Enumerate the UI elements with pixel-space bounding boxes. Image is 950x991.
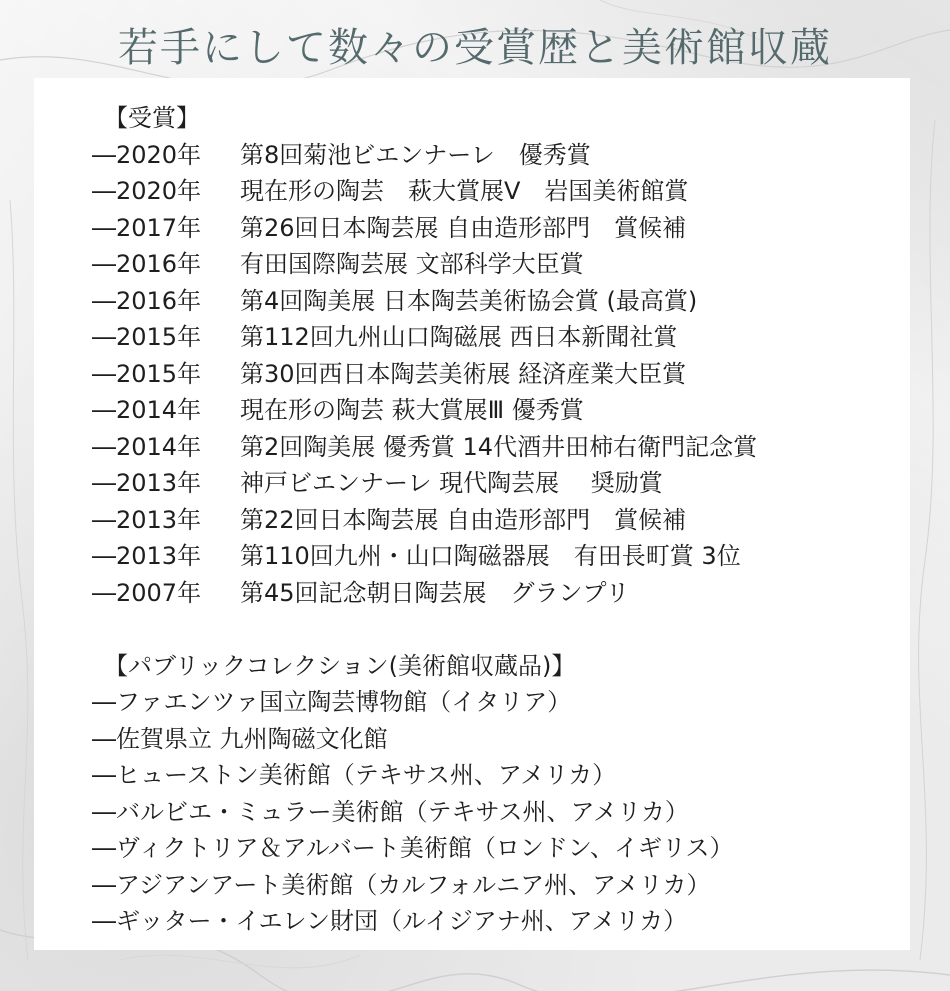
award-item — [92, 502, 902, 539]
award-year: 2013年 — [116, 542, 202, 570]
award-year: 2013年 — [116, 469, 202, 497]
award-text: 現在形の陶芸 萩大賞展Ⅴ 岩国美術館賞 — [240, 177, 689, 205]
award-year: 2020年 — [116, 177, 202, 205]
award-text: 現在形の陶芸 萩大賞展Ⅲ 優秀賞 — [240, 396, 584, 424]
collections-heading: 【パブリックコレクション(美術館収蔵品)】 — [104, 651, 576, 680]
list-dash: ― — [92, 761, 116, 789]
award-text: 第22回日本陶芸展 自由造形部門 賞候補 — [240, 505, 687, 534]
content-body — [92, 100, 902, 940]
collection-text: ヴィクトリア＆アルバート美術館（ロンドン、イギリス） — [116, 834, 734, 862]
list-dash: ― — [92, 396, 116, 424]
list-dash: ― — [92, 213, 116, 242]
award-year: 2017年 — [116, 213, 202, 242]
award-text: 第110回九州・山口陶磁器展 有田長町賞 3位 — [240, 542, 741, 570]
award-year: 2014年 — [116, 396, 202, 424]
collection-item — [92, 903, 902, 940]
collection-item — [92, 684, 902, 721]
collection-text: バルビエ・ミュラー美術館（テキサス州、アメリカ） — [116, 797, 689, 826]
list-dash: ― — [92, 578, 116, 607]
award-year: 2015年 — [116, 323, 202, 351]
list-dash: ― — [92, 140, 116, 169]
award-item — [92, 210, 902, 247]
award-year: 2016年 — [116, 286, 202, 315]
award-text: 第26回日本陶芸展 自由造形部門 賞候補 — [240, 213, 687, 242]
list-dash: ― — [92, 724, 116, 753]
award-item — [92, 429, 902, 466]
collection-item — [92, 757, 902, 794]
content-panel — [34, 78, 910, 950]
award-year: 2013年 — [116, 505, 202, 534]
collection-item — [92, 867, 902, 904]
list-dash: ― — [92, 432, 116, 461]
list-dash: ― — [92, 359, 116, 388]
list-dash: ― — [92, 907, 116, 935]
award-item — [92, 137, 902, 174]
award-text: 第4回陶美展 日本陶芸美術協会賞 (最高賞) — [240, 286, 698, 315]
collection-text: アジアンアート美術館（カルフォルニア州、アメリカ） — [116, 870, 711, 899]
collection-text: ファエンツァ国立陶芸博物館（イタリア） — [116, 688, 572, 716]
award-text: 神戸ビエンナーレ 現代陶芸展 奨励賞 — [240, 469, 663, 497]
award-text: 第8回菊池ビエンナーレ 優秀賞 — [240, 140, 591, 169]
award-item — [92, 319, 902, 356]
award-item — [92, 392, 902, 429]
award-text: 第2回陶美展 優秀賞 14代酒井田柿右衛門記念賞 — [240, 432, 758, 461]
award-year: 2016年 — [116, 250, 202, 278]
collection-item — [92, 794, 902, 831]
award-item — [92, 173, 902, 210]
award-text: 第112回九州山口陶磁展 西日本新聞社賞 — [240, 323, 678, 351]
award-text: 第30回西日本陶芸美術展 経済産業大臣賞 — [240, 359, 687, 388]
list-dash: ― — [92, 469, 116, 497]
collection-text: ヒューストン美術館（テキサス州、アメリカ） — [116, 761, 617, 789]
awards-list — [92, 137, 902, 612]
list-dash: ― — [92, 505, 116, 534]
page-title: 若手にして数々の受賞歴と美術館収蔵 — [118, 25, 832, 71]
award-year: 2014年 — [116, 432, 202, 461]
collections-list — [92, 684, 902, 940]
award-item — [92, 575, 902, 612]
list-dash: ― — [92, 177, 116, 205]
award-item — [92, 538, 902, 575]
award-text: 第45回記念朝日陶芸展 グランプリ — [240, 578, 630, 607]
list-dash: ― — [92, 286, 116, 315]
collection-text: 佐賀県立 九州陶磁文化館 — [116, 724, 388, 753]
collection-item — [92, 721, 902, 758]
award-year: 2007年 — [116, 578, 202, 607]
award-year: 2020年 — [116, 140, 202, 169]
award-text: 有田国際陶芸展 文部科学大臣賞 — [240, 250, 584, 278]
section-spacer — [92, 611, 902, 648]
collection-text: ギッター・イエレン財団（ルイジアナ州、アメリカ） — [116, 907, 688, 935]
list-dash: ― — [92, 250, 116, 278]
awards-heading: 【受賞】 — [104, 104, 200, 132]
collection-item — [92, 830, 902, 867]
list-dash: ― — [92, 797, 116, 826]
list-dash: ― — [92, 834, 116, 862]
award-item — [92, 356, 902, 393]
award-year: 2015年 — [116, 359, 202, 388]
award-item — [92, 246, 902, 283]
list-dash: ― — [92, 323, 116, 351]
list-dash: ― — [92, 688, 116, 716]
award-item — [92, 465, 902, 502]
list-dash: ― — [92, 542, 116, 570]
list-dash: ― — [92, 870, 116, 899]
award-item — [92, 283, 902, 320]
